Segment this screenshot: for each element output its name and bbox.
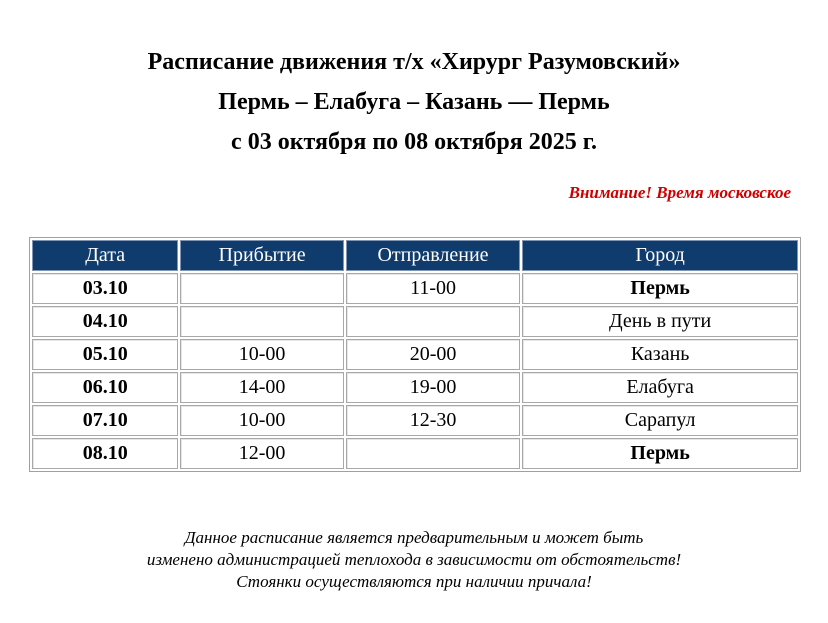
city-cell: Елабуга bbox=[522, 372, 798, 403]
arrival-cell bbox=[180, 306, 343, 337]
page-title: Расписание движения т/х «Хирург Разумовский» bbox=[147, 49, 681, 75]
table-row bbox=[32, 405, 798, 436]
date-cell: 07.10 bbox=[32, 405, 178, 436]
departure-cell: 12-30 bbox=[346, 405, 520, 436]
date-cell: 05.10 bbox=[32, 339, 178, 370]
column-header-date: Дата bbox=[32, 240, 178, 271]
table-row bbox=[32, 438, 798, 469]
table-row bbox=[32, 306, 798, 337]
column-header-departure: Отправление bbox=[346, 240, 520, 271]
timezone-warning: Внимание! Время московское bbox=[568, 183, 791, 202]
disclaimer-line: изменено администрацией теплохода в зависимости от обстоятельств! bbox=[146, 550, 682, 569]
arrival-cell: 10-00 bbox=[180, 339, 343, 370]
city-cell: Казань bbox=[522, 339, 798, 370]
city-cell: Сарапул bbox=[522, 405, 798, 436]
date-range-title: с 03 октября по 08 октября 2025 г. bbox=[231, 129, 597, 155]
departure-cell bbox=[346, 438, 520, 469]
arrival-cell: 10-00 bbox=[180, 405, 343, 436]
column-header-arrival: Прибытие bbox=[180, 240, 343, 271]
table-row bbox=[32, 372, 798, 403]
disclaimer-line: Стоянки осуществляются при наличии причала! bbox=[236, 572, 592, 591]
date-cell: 03.10 bbox=[32, 273, 178, 304]
table-header-row bbox=[32, 240, 798, 271]
city-cell: Пермь bbox=[522, 273, 798, 304]
arrival-cell bbox=[180, 273, 343, 304]
date-cell: 06.10 bbox=[32, 372, 178, 403]
column-header-city: Город bbox=[522, 240, 798, 271]
departure-cell: 20-00 bbox=[346, 339, 520, 370]
arrival-cell: 12-00 bbox=[180, 438, 343, 469]
schedule-table bbox=[29, 237, 801, 472]
disclaimer-note bbox=[0, 527, 828, 593]
departure-cell: 19-00 bbox=[346, 372, 520, 403]
date-cell: 08.10 bbox=[32, 438, 178, 469]
city-cell: Пермь bbox=[522, 438, 798, 469]
city-cell: День в пути bbox=[522, 306, 798, 337]
disclaimer-line: Данное расписание является предварительным и может быть bbox=[184, 528, 644, 547]
arrival-cell: 14-00 bbox=[180, 372, 343, 403]
table-row bbox=[32, 339, 798, 370]
date-cell: 04.10 bbox=[32, 306, 178, 337]
route-title: Пермь – Елабуга – Казань — Пермь bbox=[218, 89, 610, 115]
table-row bbox=[32, 273, 798, 304]
departure-cell: 11-00 bbox=[346, 273, 520, 304]
schedule-header bbox=[0, 42, 828, 162]
departure-cell bbox=[346, 306, 520, 337]
